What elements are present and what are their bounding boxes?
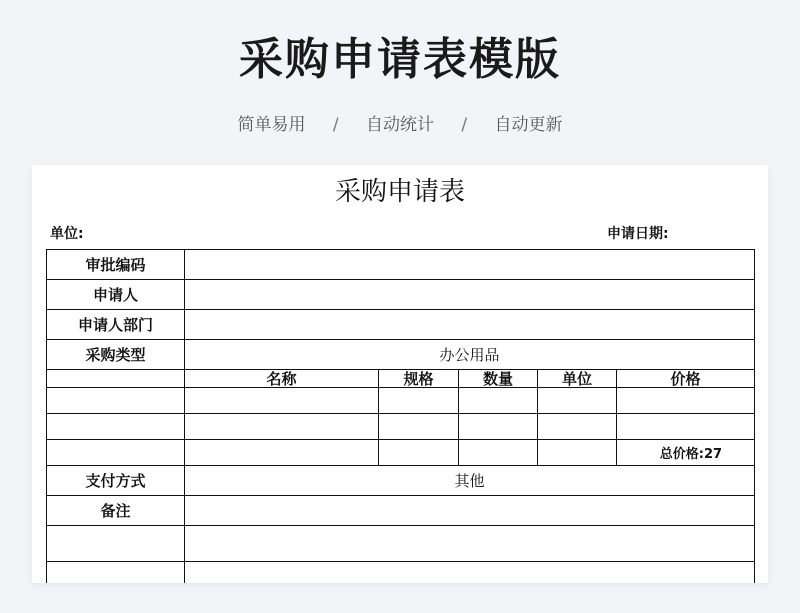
applicant-label: 申请人 xyxy=(47,280,185,310)
item-spec-cell[interactable] xyxy=(379,414,459,440)
item-quantity-cell[interactable] xyxy=(459,440,538,466)
table-row xyxy=(47,280,755,310)
item-cell xyxy=(47,440,185,466)
payment-method-field[interactable]: 其他 xyxy=(185,466,755,496)
item-name-cell[interactable] xyxy=(185,388,379,414)
table-row xyxy=(47,496,755,526)
item-quantity-cell[interactable] xyxy=(459,414,538,440)
items-header-row xyxy=(47,370,755,388)
tag-separator: / xyxy=(461,115,468,135)
item-price-cell[interactable] xyxy=(617,388,755,414)
purchase-type-field[interactable]: 办公用品 xyxy=(185,340,755,370)
page-title: 采购申请表模版 xyxy=(239,34,561,85)
form-title: 采购申请表 xyxy=(334,177,465,207)
item-price-cell[interactable] xyxy=(617,414,755,440)
table-row xyxy=(47,250,755,280)
item-row xyxy=(47,414,755,440)
table-row xyxy=(47,562,755,584)
col-header-price: 价格 xyxy=(617,370,755,388)
item-unit-cell[interactable] xyxy=(538,440,617,466)
purchase-form-table xyxy=(46,249,755,583)
tag-simple: 简单易用 xyxy=(237,115,306,135)
tag-auto-update: 自动更新 xyxy=(494,115,563,135)
blank-cell xyxy=(47,562,185,584)
form-sheet xyxy=(32,165,768,583)
table-row xyxy=(47,526,755,562)
applicant-field[interactable] xyxy=(185,280,755,310)
item-unit-cell[interactable] xyxy=(538,388,617,414)
table-row xyxy=(47,310,755,340)
col-header-quantity: 数量 xyxy=(459,370,538,388)
table-row xyxy=(47,340,755,370)
item-cell xyxy=(47,388,185,414)
item-name-cell[interactable] xyxy=(185,414,379,440)
purchase-type-label: 采购类型 xyxy=(47,340,185,370)
approval-code-field[interactable] xyxy=(185,250,755,280)
item-spec-cell[interactable] xyxy=(379,440,459,466)
unit-label: 单位: xyxy=(50,226,84,242)
total-price: 总价格:27 xyxy=(617,440,755,466)
item-unit-cell[interactable] xyxy=(538,414,617,440)
remarks-label: 备注 xyxy=(47,496,185,526)
applicant-dept-label: 申请人部门 xyxy=(47,310,185,340)
applicant-dept-field[interactable] xyxy=(185,310,755,340)
item-row xyxy=(47,440,755,466)
payment-method-label: 支付方式 xyxy=(47,466,185,496)
col-header-name: 名称 xyxy=(185,370,379,388)
item-name-cell[interactable] xyxy=(185,440,379,466)
tagline xyxy=(0,114,800,136)
table-row xyxy=(47,466,755,496)
items-header-blank xyxy=(47,370,185,388)
blank-field[interactable] xyxy=(185,562,755,584)
date-label: 申请日期: xyxy=(607,226,669,242)
tag-separator: / xyxy=(332,115,339,135)
blank-field[interactable] xyxy=(185,526,755,562)
col-header-unit: 单位 xyxy=(538,370,617,388)
item-row xyxy=(47,388,755,414)
item-cell xyxy=(47,414,185,440)
col-header-spec: 规格 xyxy=(379,370,459,388)
blank-cell xyxy=(47,526,185,562)
item-quantity-cell[interactable] xyxy=(459,388,538,414)
tag-auto-stats: 自动统计 xyxy=(366,115,434,135)
approval-code-label: 审批编码 xyxy=(47,250,185,280)
remarks-field[interactable] xyxy=(185,496,755,526)
item-spec-cell[interactable] xyxy=(379,388,459,414)
